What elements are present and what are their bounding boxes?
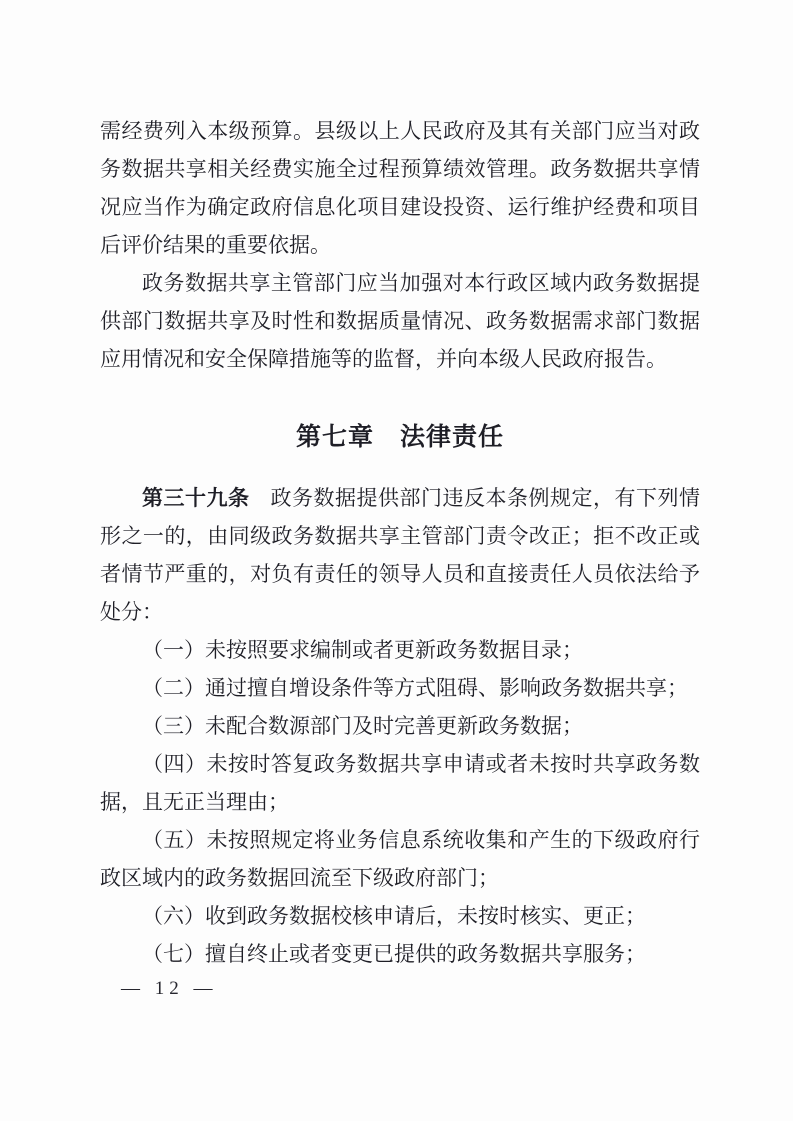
document-body (100, 112, 700, 973)
article-item-6: （六）收到政务数据校核申请后，未按时核实、更正； (142, 904, 646, 928)
article-39-number: 第三十九条 (142, 486, 250, 510)
page-number: — 12 — (121, 978, 218, 999)
article-39 (100, 479, 700, 631)
paragraph-supervision: 政务数据共享主管部门应当加强对本行政区域内政务数据提供部门数据共享及时性和数据质量情况、政务数据需求部门数据应用情况和安全保障措施等的监督，并向本级人民政府报告。 (100, 271, 700, 371)
chapter-heading: 第七章 法律责任 (295, 424, 504, 451)
paragraph-budget-funding: 需经费列入本级预算。县级以上人民政府及其有关部门应当对政务数据共享相关经费实施全过程预算绩效管理。政务数据共享情况应当作为确定政府信息化项目建设投资、运行维护经费和项目后评价结果的重要依据。 (100, 119, 700, 257)
article-item-7: （七）擅自终止或者变更已提供的政务数据共享服务； (142, 942, 646, 966)
article-item-5: （五）未按照规定将业务信息系统收集和产生的下级政府行政区域内的政务数据回流至下级政府部门； (100, 828, 700, 890)
article-item-2: （二）通过擅自增设条件等方式阻碍、影响政务数据共享； (142, 676, 688, 700)
article-item-3: （三）未配合数源部门及时完善更新政务数据； (142, 714, 583, 738)
article-39-text: 政务数据提供部门违反本条例规定，有下列情形之一的，由同级政务数据共享主管部门责令改正；拒不改正或者情节严重的，对负有责任的领导人员和直接责任人员依法给予处分： (100, 486, 700, 624)
article-item-1: （一）未按照要求编制或者更新政务数据目录； (142, 638, 583, 662)
article-item-4: （四）未按时答复政务数据共享申请或者未按时共享政务数据，且无正当理由； (100, 752, 700, 814)
